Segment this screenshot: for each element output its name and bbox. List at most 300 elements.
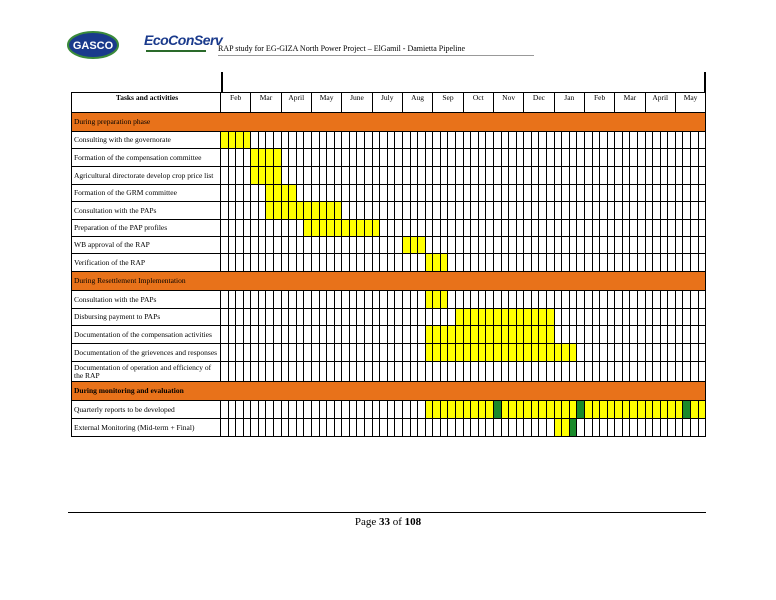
gantt-empty-cell [675,132,683,149]
month-header: Aug [402,93,432,113]
gantt-empty-cell [562,237,570,254]
gantt-empty-cell [653,326,661,344]
gantt-empty-cell [440,362,448,382]
gantt-empty-cell [592,419,600,437]
gantt-empty-cell [243,254,251,272]
gantt-empty-cell [311,362,319,382]
gantt-empty-cell [653,344,661,362]
gantt-empty-cell [311,237,319,254]
gantt-empty-cell [228,291,236,309]
gantt-empty-cell [562,254,570,272]
gantt-bar-cell [584,401,592,419]
gantt-empty-cell [221,362,229,382]
gantt-empty-cell [547,167,555,185]
gantt-empty-cell [365,362,373,382]
gantt-empty-cell [493,167,501,185]
gantt-empty-cell [380,167,388,185]
gantt-empty-cell [357,132,365,149]
phase-label: During Resettlement Implementation [72,272,706,291]
gantt-empty-cell [418,132,426,149]
gantt-empty-cell [630,344,638,362]
gantt-empty-cell [516,362,524,382]
gantt-bar-cell [562,401,570,419]
gantt-empty-cell [281,132,289,149]
gantt-empty-cell [516,220,524,237]
page-footer: Page 33 of 108 [354,516,422,528]
gantt-empty-cell [562,202,570,220]
gantt-empty-cell [569,167,577,185]
gantt-empty-cell [395,185,403,202]
gantt-empty-cell [471,291,479,309]
gantt-empty-cell [342,254,350,272]
gantt-empty-cell [456,291,464,309]
gantt-empty-cell [357,167,365,185]
gantt-empty-cell [440,132,448,149]
gantt-bar-cell [691,401,699,419]
month-header: May [311,93,341,113]
gantt-empty-cell [387,401,395,419]
gantt-bar-cell [266,149,274,167]
gantt-bar-cell [569,401,577,419]
gantt-empty-cell [402,202,410,220]
gantt-empty-cell [372,132,380,149]
gantt-empty-cell [584,309,592,326]
gantt-empty-cell [433,220,441,237]
month-header: Sep [433,93,463,113]
gantt-empty-cell [349,419,357,437]
task-row [72,185,706,202]
gantt-milestone-cell [493,401,501,419]
gantt-empty-cell [349,167,357,185]
gantt-empty-cell [637,149,645,167]
gantt-empty-cell [380,132,388,149]
gantt-empty-cell [615,309,623,326]
gantt-empty-cell [289,132,297,149]
gantt-empty-cell [334,254,342,272]
gantt-empty-cell [509,291,517,309]
gantt-empty-cell [456,132,464,149]
gantt-empty-cell [463,202,471,220]
gantt-empty-cell [410,185,418,202]
gantt-empty-cell [698,132,706,149]
gantt-bar-cell [433,254,441,272]
gantt-empty-cell [622,344,630,362]
gantt-empty-cell [372,185,380,202]
gantt-bar-cell [357,220,365,237]
gantt-empty-cell [691,167,699,185]
gantt-empty-cell [539,132,547,149]
gantt-empty-cell [637,202,645,220]
gantt-empty-cell [266,401,274,419]
gantt-empty-cell [281,254,289,272]
gantt-bar-cell [463,401,471,419]
gantt-empty-cell [410,132,418,149]
gantt-empty-cell [228,362,236,382]
gantt-empty-cell [228,254,236,272]
gantt-empty-cell [281,220,289,237]
gantt-empty-cell [319,291,327,309]
gantt-empty-cell [258,237,266,254]
gantt-empty-cell [402,149,410,167]
gantt-empty-cell [289,149,297,167]
gantt-empty-cell [539,185,547,202]
gantt-empty-cell [311,291,319,309]
gantt-empty-cell [327,237,335,254]
gantt-empty-cell [577,149,585,167]
task-label: Formation of the GRM committee [72,185,221,202]
gantt-empty-cell [600,237,608,254]
gantt-empty-cell [691,344,699,362]
task-label: Agricultural directorate develop crop price list [72,167,221,185]
gantt-empty-cell [691,309,699,326]
gantt-empty-cell [418,309,426,326]
month-header: April [281,93,311,113]
gantt-milestone-cell [569,419,577,437]
gantt-bar-cell [463,326,471,344]
gantt-empty-cell [509,132,517,149]
gantt-empty-cell [327,401,335,419]
gantt-empty-cell [668,326,676,344]
gantt-empty-cell [296,220,304,237]
gantt-bar-cell [493,326,501,344]
gantt-empty-cell [433,185,441,202]
gantt-bar-cell [311,220,319,237]
gantt-empty-cell [622,185,630,202]
month-header: Mar [615,93,645,113]
gantt-empty-cell [668,237,676,254]
gantt-empty-cell [615,291,623,309]
gantt-empty-cell [228,401,236,419]
gantt-bar-cell [516,344,524,362]
gantt-empty-cell [418,401,426,419]
gantt-empty-cell [660,185,668,202]
gantt-empty-cell [456,220,464,237]
gantt-empty-cell [304,419,312,437]
gantt-empty-cell [395,237,403,254]
gantt-bar-cell [501,326,509,344]
gantt-empty-cell [630,309,638,326]
gantt-empty-cell [357,149,365,167]
gantt-empty-cell [691,291,699,309]
gantt-empty-cell [668,291,676,309]
gantt-empty-cell [418,167,426,185]
gantt-empty-cell [357,344,365,362]
gantt-empty-cell [236,149,244,167]
gantt-bar-cell [592,401,600,419]
gantt-empty-cell [258,254,266,272]
gantt-empty-cell [486,185,494,202]
gantt-empty-cell [395,401,403,419]
gantt-empty-cell [365,254,373,272]
gantt-empty-cell [448,220,456,237]
task-row [72,344,706,362]
gantt-bar-cell [509,326,517,344]
gantt-bar-cell [471,309,479,326]
gantt-empty-cell [463,149,471,167]
task-row [72,326,706,344]
gantt-empty-cell [577,362,585,382]
gantt-bar-cell [516,401,524,419]
gantt-empty-cell [372,419,380,437]
gantt-bar-cell [456,401,464,419]
gantt-empty-cell [637,344,645,362]
gantt-empty-cell [296,167,304,185]
task-label: Quarterly reports to be developed [72,401,221,419]
gantt-empty-cell [463,419,471,437]
gantt-empty-cell [577,326,585,344]
gantt-empty-cell [228,237,236,254]
gantt-empty-cell [281,326,289,344]
gantt-empty-cell [448,237,456,254]
gantt-empty-cell [456,149,464,167]
gantt-empty-cell [243,401,251,419]
gantt-empty-cell [539,362,547,382]
gantt-empty-cell [304,185,312,202]
gantt-empty-cell [645,254,653,272]
gantt-empty-cell [577,309,585,326]
gantt-empty-cell [486,202,494,220]
gantt-bar-cell [668,401,676,419]
task-label: Consultation with the PAPs [72,202,221,220]
gantt-empty-cell [448,291,456,309]
gantt-empty-cell [463,185,471,202]
gantt-empty-cell [296,237,304,254]
gantt-empty-cell [221,291,229,309]
gantt-empty-cell [236,362,244,382]
gantt-empty-cell [531,202,539,220]
gantt-empty-cell [372,254,380,272]
gantt-bar-cell [531,326,539,344]
month-header: Nov [493,93,523,113]
gantt-bar-cell [524,401,532,419]
gantt-empty-cell [486,419,494,437]
month-header: July [372,93,402,113]
gantt-bar-cell [433,326,441,344]
gantt-empty-cell [456,362,464,382]
gantt-bar-cell [448,344,456,362]
gantt-empty-cell [342,237,350,254]
gantt-empty-cell [243,185,251,202]
gantt-empty-cell [645,185,653,202]
gantt-empty-cell [539,149,547,167]
gantt-bar-cell [493,344,501,362]
gantt-empty-cell [509,254,517,272]
gantt-empty-cell [478,220,486,237]
month-header: Dec [524,93,554,113]
gantt-empty-cell [577,132,585,149]
phase-label: During monitoring and evaluation [72,382,706,401]
gantt-empty-cell [524,202,532,220]
gantt-empty-cell [592,326,600,344]
gantt-empty-cell [251,132,259,149]
gantt-empty-cell [380,362,388,382]
gantt-empty-cell [410,149,418,167]
gantt-empty-cell [236,254,244,272]
gantt-empty-cell [516,254,524,272]
gantt-empty-cell [357,237,365,254]
gantt-bar-cell [562,344,570,362]
gantt-empty-cell [600,220,608,237]
gantt-empty-cell [547,132,555,149]
gantt-empty-cell [524,237,532,254]
gantt-bar-cell [410,237,418,254]
gantt-empty-cell [349,291,357,309]
gantt-empty-cell [357,326,365,344]
gantt-empty-cell [281,309,289,326]
gantt-empty-cell [501,185,509,202]
gantt-empty-cell [607,237,615,254]
gantt-empty-cell [531,291,539,309]
gantt-empty-cell [296,309,304,326]
gantt-bar-cell [425,344,433,362]
gantt-empty-cell [683,309,691,326]
gantt-empty-cell [554,254,562,272]
month-header: April [645,93,675,113]
gantt-empty-cell [327,291,335,309]
gantt-empty-cell [547,362,555,382]
gantt-empty-cell [577,185,585,202]
gantt-empty-cell [622,202,630,220]
gantt-empty-cell [365,401,373,419]
gantt-empty-cell [577,344,585,362]
gantt-empty-cell [554,185,562,202]
table-top-line-left [221,72,223,92]
gantt-empty-cell [410,202,418,220]
gantt-empty-cell [334,132,342,149]
gantt-empty-cell [486,362,494,382]
gantt-empty-cell [410,362,418,382]
gantt-empty-cell [691,237,699,254]
gantt-empty-cell [607,254,615,272]
gantt-bar-cell [600,401,608,419]
gantt-empty-cell [236,220,244,237]
gantt-empty-cell [668,167,676,185]
gantt-empty-cell [471,237,479,254]
gantt-empty-cell [577,167,585,185]
gantt-empty-cell [372,149,380,167]
gantt-empty-cell [660,220,668,237]
gantt-empty-cell [539,291,547,309]
gantt-empty-cell [622,291,630,309]
gantt-bar-cell [547,344,555,362]
gantt-empty-cell [637,132,645,149]
gantt-empty-cell [615,185,623,202]
gantt-empty-cell [691,202,699,220]
gantt-empty-cell [463,362,471,382]
gantt-empty-cell [342,401,350,419]
gantt-empty-cell [311,401,319,419]
gantt-empty-cell [395,202,403,220]
gantt-empty-cell [524,167,532,185]
gantt-empty-cell [387,254,395,272]
gantt-empty-cell [357,419,365,437]
gantt-empty-cell [425,362,433,382]
gantt-empty-cell [425,149,433,167]
gantt-empty-cell [274,132,282,149]
gantt-empty-cell [342,167,350,185]
gantt-empty-cell [516,132,524,149]
gantt-empty-cell [600,291,608,309]
gantt-empty-cell [456,202,464,220]
gantt-empty-cell [395,167,403,185]
gantt-empty-cell [637,419,645,437]
gantt-empty-cell [539,237,547,254]
svg-text:GASCO: GASCO [72,40,114,52]
gantt-empty-cell [319,185,327,202]
gantt-empty-cell [243,419,251,437]
gantt-empty-cell [493,149,501,167]
gantt-empty-cell [562,362,570,382]
gantt-empty-cell [645,326,653,344]
gantt-empty-cell [524,419,532,437]
gantt-empty-cell [562,132,570,149]
gantt-empty-cell [554,149,562,167]
gantt-empty-cell [334,344,342,362]
ecoconserv-logo: EcoConServ [126,30,216,60]
gantt-empty-cell [691,220,699,237]
gantt-empty-cell [410,401,418,419]
gantt-empty-cell [418,362,426,382]
gantt-empty-cell [251,185,259,202]
gantt-empty-cell [471,185,479,202]
gantt-empty-cell [600,132,608,149]
gantt-empty-cell [251,291,259,309]
gantt-empty-cell [486,291,494,309]
gantt-empty-cell [334,419,342,437]
gantt-empty-cell [258,220,266,237]
gantt-empty-cell [691,132,699,149]
phase-row [72,382,706,401]
gantt-empty-cell [334,309,342,326]
month-header: Oct [463,93,493,113]
gantt-empty-cell [243,291,251,309]
task-label: Preparation of the PAP profiles [72,220,221,237]
gantt-empty-cell [547,254,555,272]
gantt-empty-cell [645,362,653,382]
gantt-empty-cell [418,220,426,237]
gantt-empty-cell [304,132,312,149]
gantt-empty-cell [622,167,630,185]
gantt-empty-cell [675,202,683,220]
gantt-empty-cell [349,202,357,220]
gantt-empty-cell [698,344,706,362]
gantt-bar-cell [274,185,282,202]
gantt-empty-cell [440,202,448,220]
gantt-empty-cell [327,362,335,382]
gantt-bar-cell [402,237,410,254]
gantt-empty-cell [584,149,592,167]
gantt-empty-cell [509,237,517,254]
gantt-empty-cell [418,149,426,167]
gantt-empty-cell [478,167,486,185]
gantt-empty-cell [683,344,691,362]
gantt-empty-cell [554,326,562,344]
month-header: Feb [584,93,614,113]
gantt-bar-cell [304,220,312,237]
gantt-empty-cell [539,202,547,220]
gantt-empty-cell [425,309,433,326]
gantt-empty-cell [251,401,259,419]
gantt-empty-cell [668,309,676,326]
gantt-empty-cell [266,254,274,272]
gantt-empty-cell [615,132,623,149]
gantt-empty-cell [531,254,539,272]
gantt-milestone-cell [577,401,585,419]
gantt-empty-cell [402,132,410,149]
gantt-empty-cell [531,419,539,437]
gantt-empty-cell [668,220,676,237]
gantt-bar-cell [418,237,426,254]
